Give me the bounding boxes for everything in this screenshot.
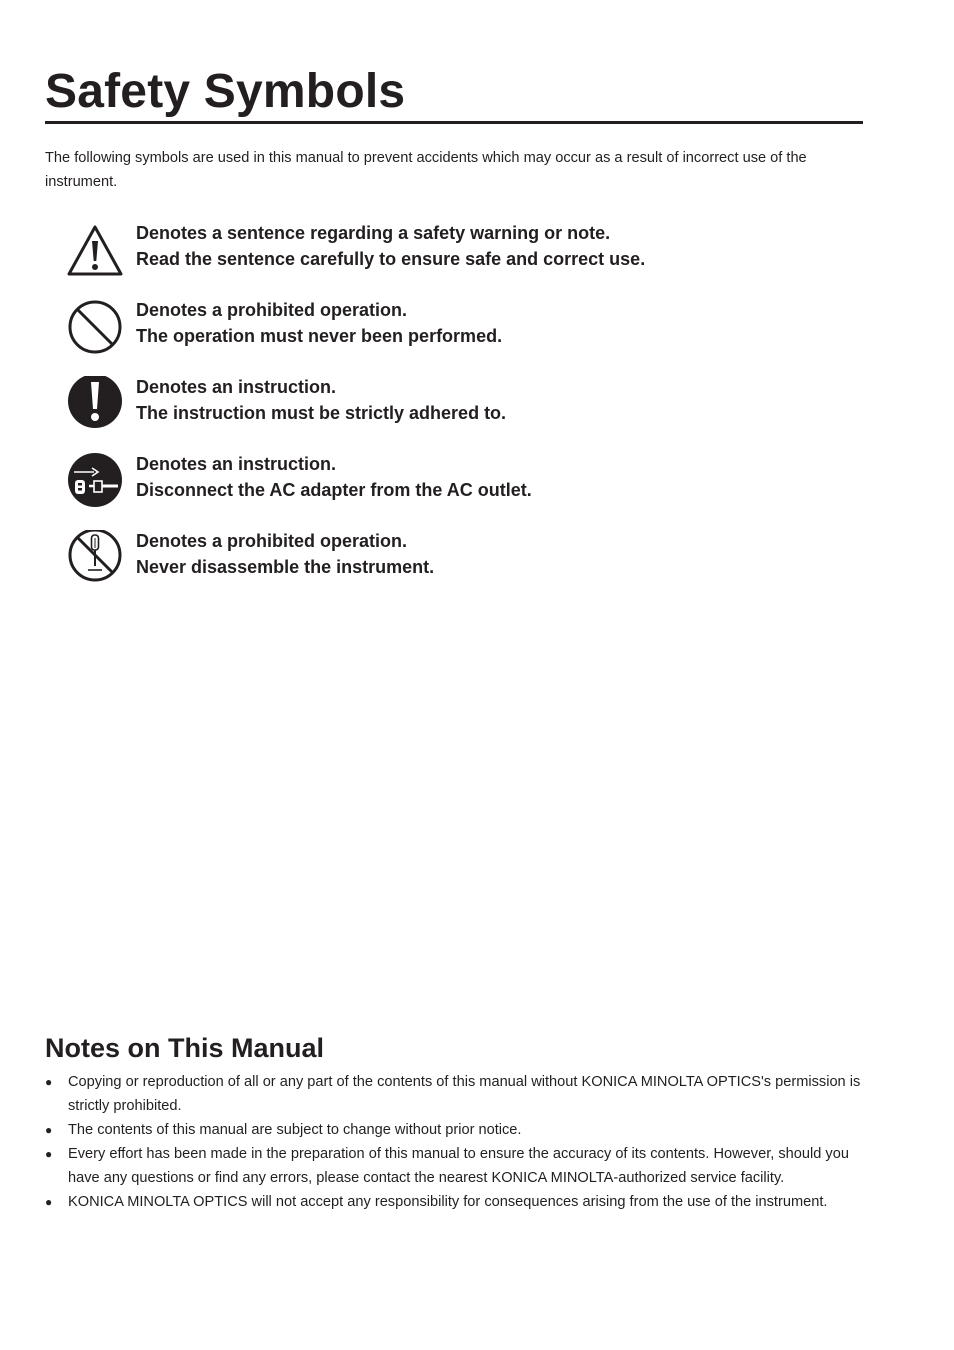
symbol-line1: Denotes a sentence regarding a safety warning or note. <box>136 223 611 243</box>
list-item-text: The contents of this manual are subject to change without prior notice. <box>68 1122 522 1138</box>
list-item-text: KONICA MINOLTA OPTICS will not accept any responsibility for consequences arising from the use of the instrument. <box>68 1194 828 1210</box>
symbol-description <box>136 528 434 580</box>
list-item <box>45 1070 865 1118</box>
symbol-line2: Disconnect the AC adapter from the AC outlet. <box>136 480 532 500</box>
list-item <box>45 1142 865 1190</box>
list-item <box>45 1118 865 1142</box>
symbol-description <box>136 451 532 503</box>
warning-triangle-icon <box>66 222 124 280</box>
intro-paragraph: The following symbols are used in this manual to prevent accidents which may occur as a result of incorrect use of the instrument. <box>45 150 807 190</box>
symbol-line1: Denotes a prohibited operation. <box>136 531 408 551</box>
bullet-icon: ● <box>45 1147 53 1161</box>
unplug-icon <box>66 453 124 511</box>
page-title: Safety Symbols <box>45 65 406 118</box>
symbol-line1: Denotes an instruction. <box>136 377 337 397</box>
symbol-line2: Read the sentence carefully to ensure safe and correct use. <box>136 249 646 269</box>
no-disassembly-icon <box>66 530 124 588</box>
title-rule <box>45 121 863 124</box>
symbol-line2: The operation must never been performed. <box>136 326 503 346</box>
bullet-icon: ● <box>45 1075 53 1089</box>
bullet-icon: ● <box>45 1123 53 1137</box>
symbol-line1: Denotes a prohibited operation. <box>136 300 408 320</box>
symbol-description <box>136 297 502 349</box>
instruction-exclamation-icon <box>66 376 124 434</box>
list-item <box>45 1190 865 1214</box>
symbol-line2: The instruction must be strictly adhered to. <box>136 403 507 423</box>
bullet-icon: ● <box>45 1195 53 1209</box>
symbol-row-instruction <box>66 376 866 436</box>
notes-list <box>45 1070 865 1214</box>
symbol-row-no-disassembly <box>66 530 866 590</box>
symbol-row-unplug <box>66 453 866 513</box>
prohibited-icon <box>66 299 124 357</box>
list-item-text: Every effort has been made in the preparation of this manual to ensure the accuracy of its contents. However, should you have any questions or find any errors, please contact the nearest KONICA MINOLTA-authorized service facility. <box>68 1146 849 1186</box>
symbol-row-prohibited <box>66 299 866 359</box>
notes-section-title: Notes on This Manual <box>45 1033 325 1063</box>
symbol-line1: Denotes an instruction. <box>136 454 337 474</box>
symbol-line2: Never disassemble the instrument. <box>136 557 435 577</box>
list-item-text: Copying or reproduction of all or any part of the contents of this manual without KONICA MINOLTA OPTICS's permission is strictly prohibited. <box>68 1074 861 1114</box>
symbol-description <box>136 220 645 272</box>
symbol-description <box>136 374 506 426</box>
symbol-row-warning <box>66 222 866 282</box>
